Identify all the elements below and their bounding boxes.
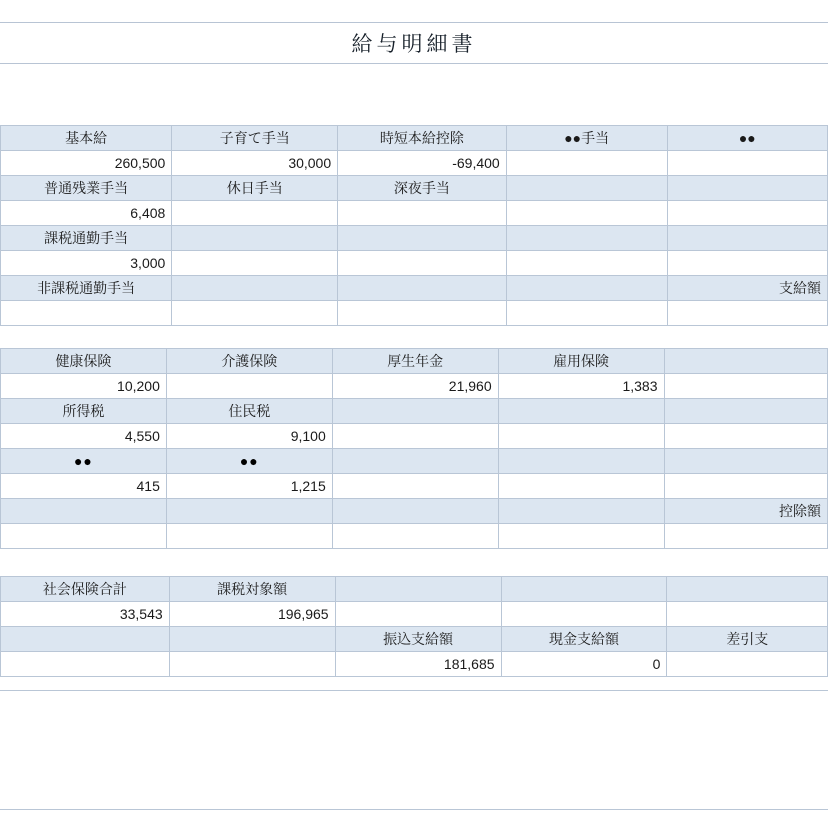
page-title: 給与明細書 <box>351 33 477 56</box>
deduction-header-cell <box>332 449 498 474</box>
deduction-value-cell <box>1 524 167 549</box>
deduction-header-cell: 健康保険 <box>1 349 167 374</box>
earnings-value-cell: 30,000 <box>172 151 338 176</box>
earnings-value-cell <box>667 151 827 176</box>
earnings-total-label: 支給額 <box>667 276 827 301</box>
deduction-header-cell <box>332 499 498 524</box>
table-row <box>1 652 828 677</box>
deduction-header-cell: 厚生年金 <box>332 349 498 374</box>
earnings-value-cell: 3,000 <box>1 251 172 276</box>
earnings-header-cell <box>506 276 667 301</box>
deduction-value-cell <box>664 374 828 399</box>
deduction-header-cell: 所得税 <box>1 399 167 424</box>
earnings-header-cell: ●●手当 <box>506 126 667 151</box>
deduction-header-cell: ●● <box>1 449 167 474</box>
table-row <box>1 474 828 499</box>
earnings-value-cell: 6,408 <box>1 201 172 226</box>
deduction-header-cell <box>498 449 664 474</box>
totals-value-cell: 196,965 <box>169 602 335 627</box>
earnings-value-cell <box>667 251 827 276</box>
earnings-header-cell <box>667 176 827 201</box>
table-row <box>1 374 828 399</box>
table-row <box>1 499 828 524</box>
deduction-value-cell <box>332 474 498 499</box>
table-row <box>1 251 828 276</box>
deduction-value-cell: 21,960 <box>332 374 498 399</box>
totals-header-cell <box>501 577 667 602</box>
earnings-value-cell <box>506 251 667 276</box>
deduction-value-cell <box>166 524 332 549</box>
earnings-value-cell <box>667 301 827 326</box>
table-row <box>1 276 828 301</box>
deduction-header-cell <box>664 399 828 424</box>
deduction-header-cell <box>498 399 664 424</box>
deduction-value-cell <box>498 474 664 499</box>
table-row <box>1 399 828 424</box>
earnings-header-cell <box>506 226 667 251</box>
deduction-value-cell <box>664 474 828 499</box>
earnings-table <box>0 125 828 326</box>
earnings-value-cell: -69,400 <box>338 151 507 176</box>
totals-header-cell: 差引支 <box>667 627 828 652</box>
deduction-value-cell: 1,383 <box>498 374 664 399</box>
totals-value-cell <box>335 602 501 627</box>
table-row <box>1 449 828 474</box>
table-row <box>1 201 828 226</box>
deduction-value-cell <box>664 524 828 549</box>
deduction-value-cell <box>166 374 332 399</box>
earnings-value-cell <box>172 251 338 276</box>
table-row <box>1 151 828 176</box>
deduction-value-cell: 415 <box>1 474 167 499</box>
deduction-header-cell <box>332 399 498 424</box>
earnings-header-cell: ●● <box>667 126 827 151</box>
deduction-value-cell: 9,100 <box>166 424 332 449</box>
earnings-value-cell: 260,500 <box>1 151 172 176</box>
deduction-header-cell: 雇用保険 <box>498 349 664 374</box>
earnings-header-cell <box>172 226 338 251</box>
deduction-value-cell <box>498 524 664 549</box>
earnings-value-cell <box>338 201 507 226</box>
table-row <box>1 577 828 602</box>
deduction-value-cell: 1,215 <box>166 474 332 499</box>
deduction-total-label: 控除額 <box>664 499 828 524</box>
deduction-value-cell <box>498 424 664 449</box>
earnings-value-cell <box>506 301 667 326</box>
earnings-header-cell <box>338 276 507 301</box>
totals-table <box>0 576 828 677</box>
earnings-header-cell: 基本給 <box>1 126 172 151</box>
deduction-value-cell <box>332 424 498 449</box>
earnings-header-cell: 普通残業手当 <box>1 176 172 201</box>
table-row <box>1 349 828 374</box>
deduction-value-cell: 4,550 <box>1 424 167 449</box>
totals-value-cell <box>1 652 170 677</box>
totals-header-cell: 社会保険合計 <box>1 577 170 602</box>
earnings-header-cell <box>338 226 507 251</box>
earnings-header-cell: 深夜手当 <box>338 176 507 201</box>
totals-header-cell <box>169 627 335 652</box>
deduction-header-cell: ●● <box>166 449 332 474</box>
totals-value-cell: 0 <box>501 652 667 677</box>
totals-header-cell <box>335 577 501 602</box>
table-row <box>1 627 828 652</box>
earnings-header-cell <box>667 226 827 251</box>
earnings-header-cell: 休日手当 <box>172 176 338 201</box>
earnings-value-cell <box>506 151 667 176</box>
totals-value-cell: 181,685 <box>335 652 501 677</box>
table-row <box>1 524 828 549</box>
table-row <box>1 176 828 201</box>
earnings-header-cell: 子育て手当 <box>172 126 338 151</box>
totals-header-cell: 課税対象額 <box>169 577 335 602</box>
totals-header-cell <box>1 627 170 652</box>
table-row <box>1 424 828 449</box>
deduction-header-cell <box>498 499 664 524</box>
totals-value-cell <box>501 602 667 627</box>
earnings-header-cell: 時短本給控除 <box>338 126 507 151</box>
earnings-header-cell <box>172 276 338 301</box>
earnings-value-cell <box>338 251 507 276</box>
notes-area <box>0 690 828 810</box>
deduction-header-cell <box>166 499 332 524</box>
earnings-value-cell <box>338 301 507 326</box>
earnings-header-cell: 課税通勤手当 <box>1 226 172 251</box>
earnings-value-cell <box>1 301 172 326</box>
totals-value-cell <box>667 652 828 677</box>
deduction-header-cell: 住民税 <box>166 399 332 424</box>
deduction-value-cell: 10,200 <box>1 374 167 399</box>
deduction-header-cell <box>1 499 167 524</box>
deduction-value-cell <box>332 524 498 549</box>
deduction-header-cell: 介護保険 <box>166 349 332 374</box>
table-row <box>1 602 828 627</box>
deduction-header-cell <box>664 349 828 374</box>
table-row <box>1 126 828 151</box>
totals-header-cell <box>667 577 828 602</box>
earnings-value-cell <box>506 201 667 226</box>
table-row <box>1 301 828 326</box>
earnings-value-cell <box>172 201 338 226</box>
table-row <box>1 226 828 251</box>
totals-value-cell: 33,543 <box>1 602 170 627</box>
earnings-value-cell <box>172 301 338 326</box>
deductions-table <box>0 348 828 549</box>
earnings-value-cell <box>667 201 827 226</box>
totals-value-cell <box>169 652 335 677</box>
earnings-header-cell <box>506 176 667 201</box>
totals-header-cell: 振込支給額 <box>335 627 501 652</box>
deduction-header-cell <box>664 449 828 474</box>
deduction-value-cell <box>664 424 828 449</box>
earnings-header-cell: 非課税通勤手当 <box>1 276 172 301</box>
totals-value-cell <box>667 602 828 627</box>
document-title-band <box>0 22 828 64</box>
totals-header-cell: 現金支給額 <box>501 627 667 652</box>
